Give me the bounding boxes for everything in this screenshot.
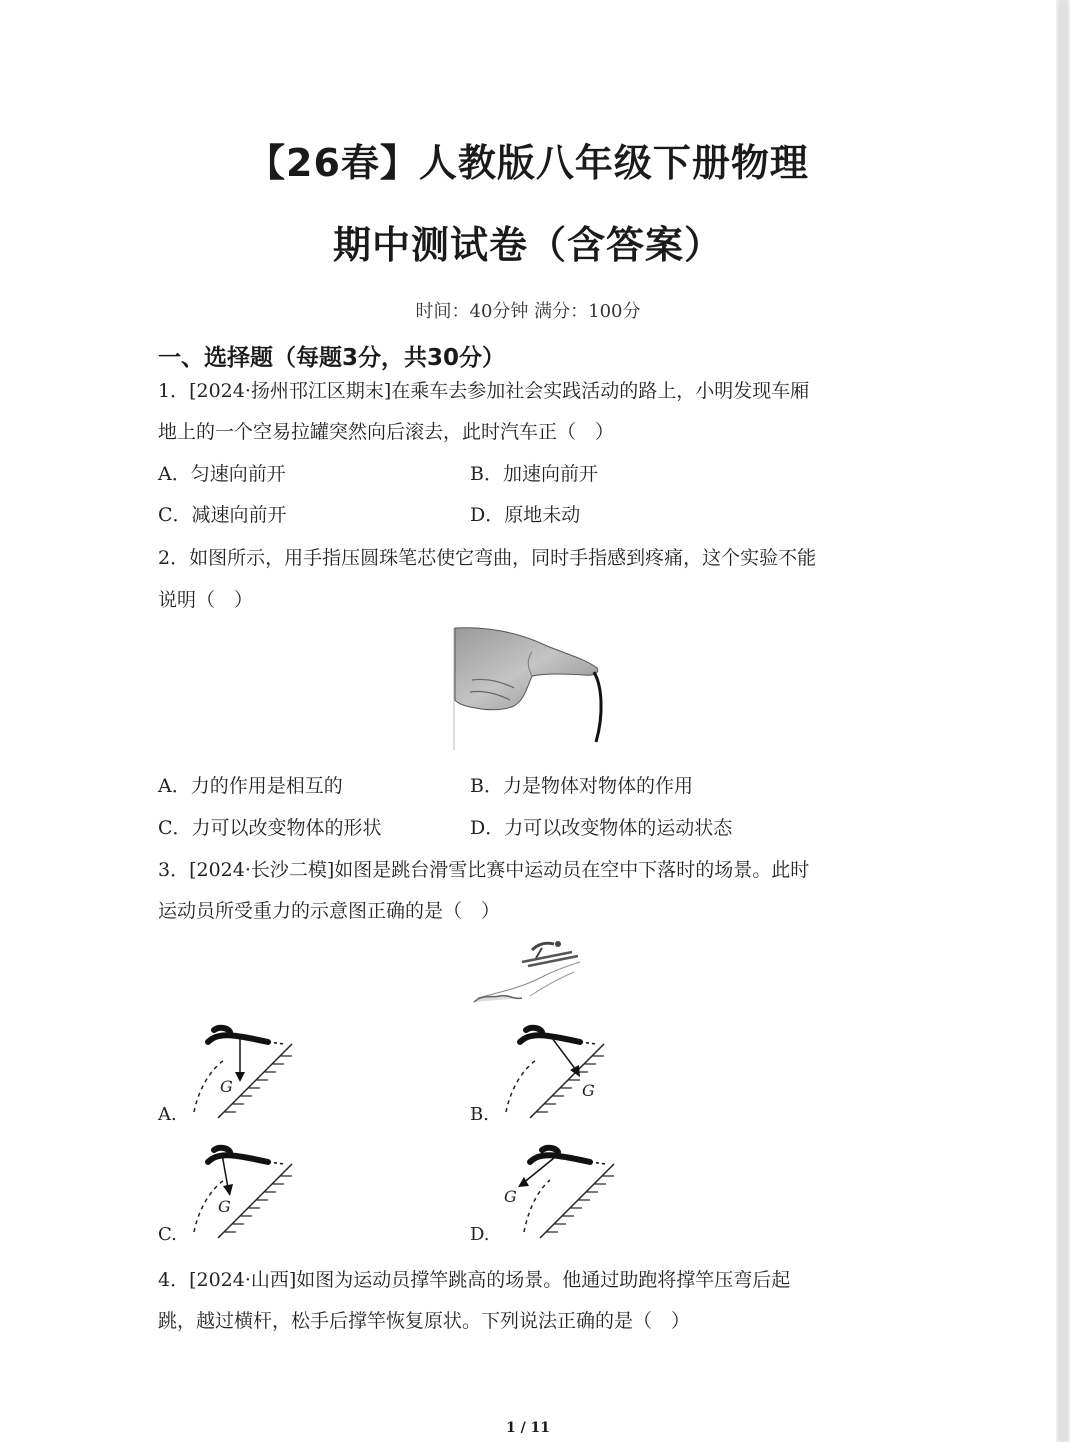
- ski-jump-scene-figure: [470, 936, 586, 1006]
- document-title-line2: 期中测试卷（含答案）: [332, 223, 723, 267]
- scrollbar[interactable]: [1056, 0, 1070, 1442]
- option-d-gravity-label: G: [504, 1187, 517, 1206]
- question-2-option-b: B．力是物体对物体的作用: [470, 775, 693, 797]
- section-heading: 一、选择题（每题3分，共30分）: [158, 345, 506, 371]
- question-3-option-b-label: B.: [470, 1104, 489, 1125]
- option-b-gravity-label: G: [582, 1081, 595, 1100]
- option-a-gravity-diagram: [184, 1020, 304, 1124]
- question-1-option-c: C．减速向前开: [158, 504, 287, 526]
- question-4-line2: 跳，越过横杆，松手后撑竿恢复原状。下列说法正确的是（ ）: [158, 1310, 691, 1332]
- question-1-line2: 地上的一个空易拉罐突然向后滚去，此时汽车正（ ）: [158, 421, 615, 443]
- option-c-gravity-diagram: [184, 1140, 304, 1244]
- question-4-line1: 4．[2024·山西]如图为运动员撑竿跳高的场景。他通过助跑将撑竿压弯后起: [158, 1269, 791, 1291]
- question-3-line2: 运动员所受重力的示意图正确的是（ ）: [158, 900, 501, 922]
- exam-meta: 时间：40分钟 满分：100分: [415, 301, 641, 322]
- option-d-gravity-diagram: [496, 1140, 626, 1244]
- question-1-option-d: D．原地未动: [470, 504, 581, 526]
- question-2-option-d: D．力可以改变物体的运动状态: [470, 817, 733, 839]
- question-3-option-a-label: A.: [158, 1104, 177, 1125]
- question-3-option-d-label: D.: [470, 1224, 490, 1245]
- document-title-line1: 【26春】人教版八年级下册物理: [247, 141, 809, 185]
- question-3-line1: 3．[2024·长沙二模]如图是跳台滑雪比赛中运动员在空中下落时的场景。此时: [158, 859, 810, 881]
- option-b-gravity-diagram: [496, 1020, 616, 1124]
- question-1-option-a: A．匀速向前开: [158, 463, 286, 485]
- question-2-line1: 2．如图所示，用手指压圆珠笔芯使它弯曲，同时手指感到疼痛，这个实验不能: [158, 547, 817, 569]
- question-3-option-c-label: C.: [158, 1224, 177, 1245]
- question-2-option-a: A．力的作用是相互的: [158, 775, 343, 797]
- question-1-line1: 1．[2024·扬州邗江区期末]在乘车去参加社会实践活动的路上，小明发现车厢: [158, 380, 810, 402]
- question-2-option-c: C．力可以改变物体的形状: [158, 817, 382, 839]
- question-2-line2: 说明（ ）: [158, 589, 254, 611]
- option-c-gravity-label: G: [218, 1197, 231, 1216]
- finger-pressing-pen-refill-figure: [452, 624, 608, 752]
- scrollbar-thumb[interactable]: [1058, 0, 1068, 1442]
- page-indicator: 1 / 11: [505, 1420, 551, 1436]
- option-a-gravity-label: G: [220, 1077, 233, 1096]
- question-1-option-b: B．加速向前开: [470, 463, 598, 485]
